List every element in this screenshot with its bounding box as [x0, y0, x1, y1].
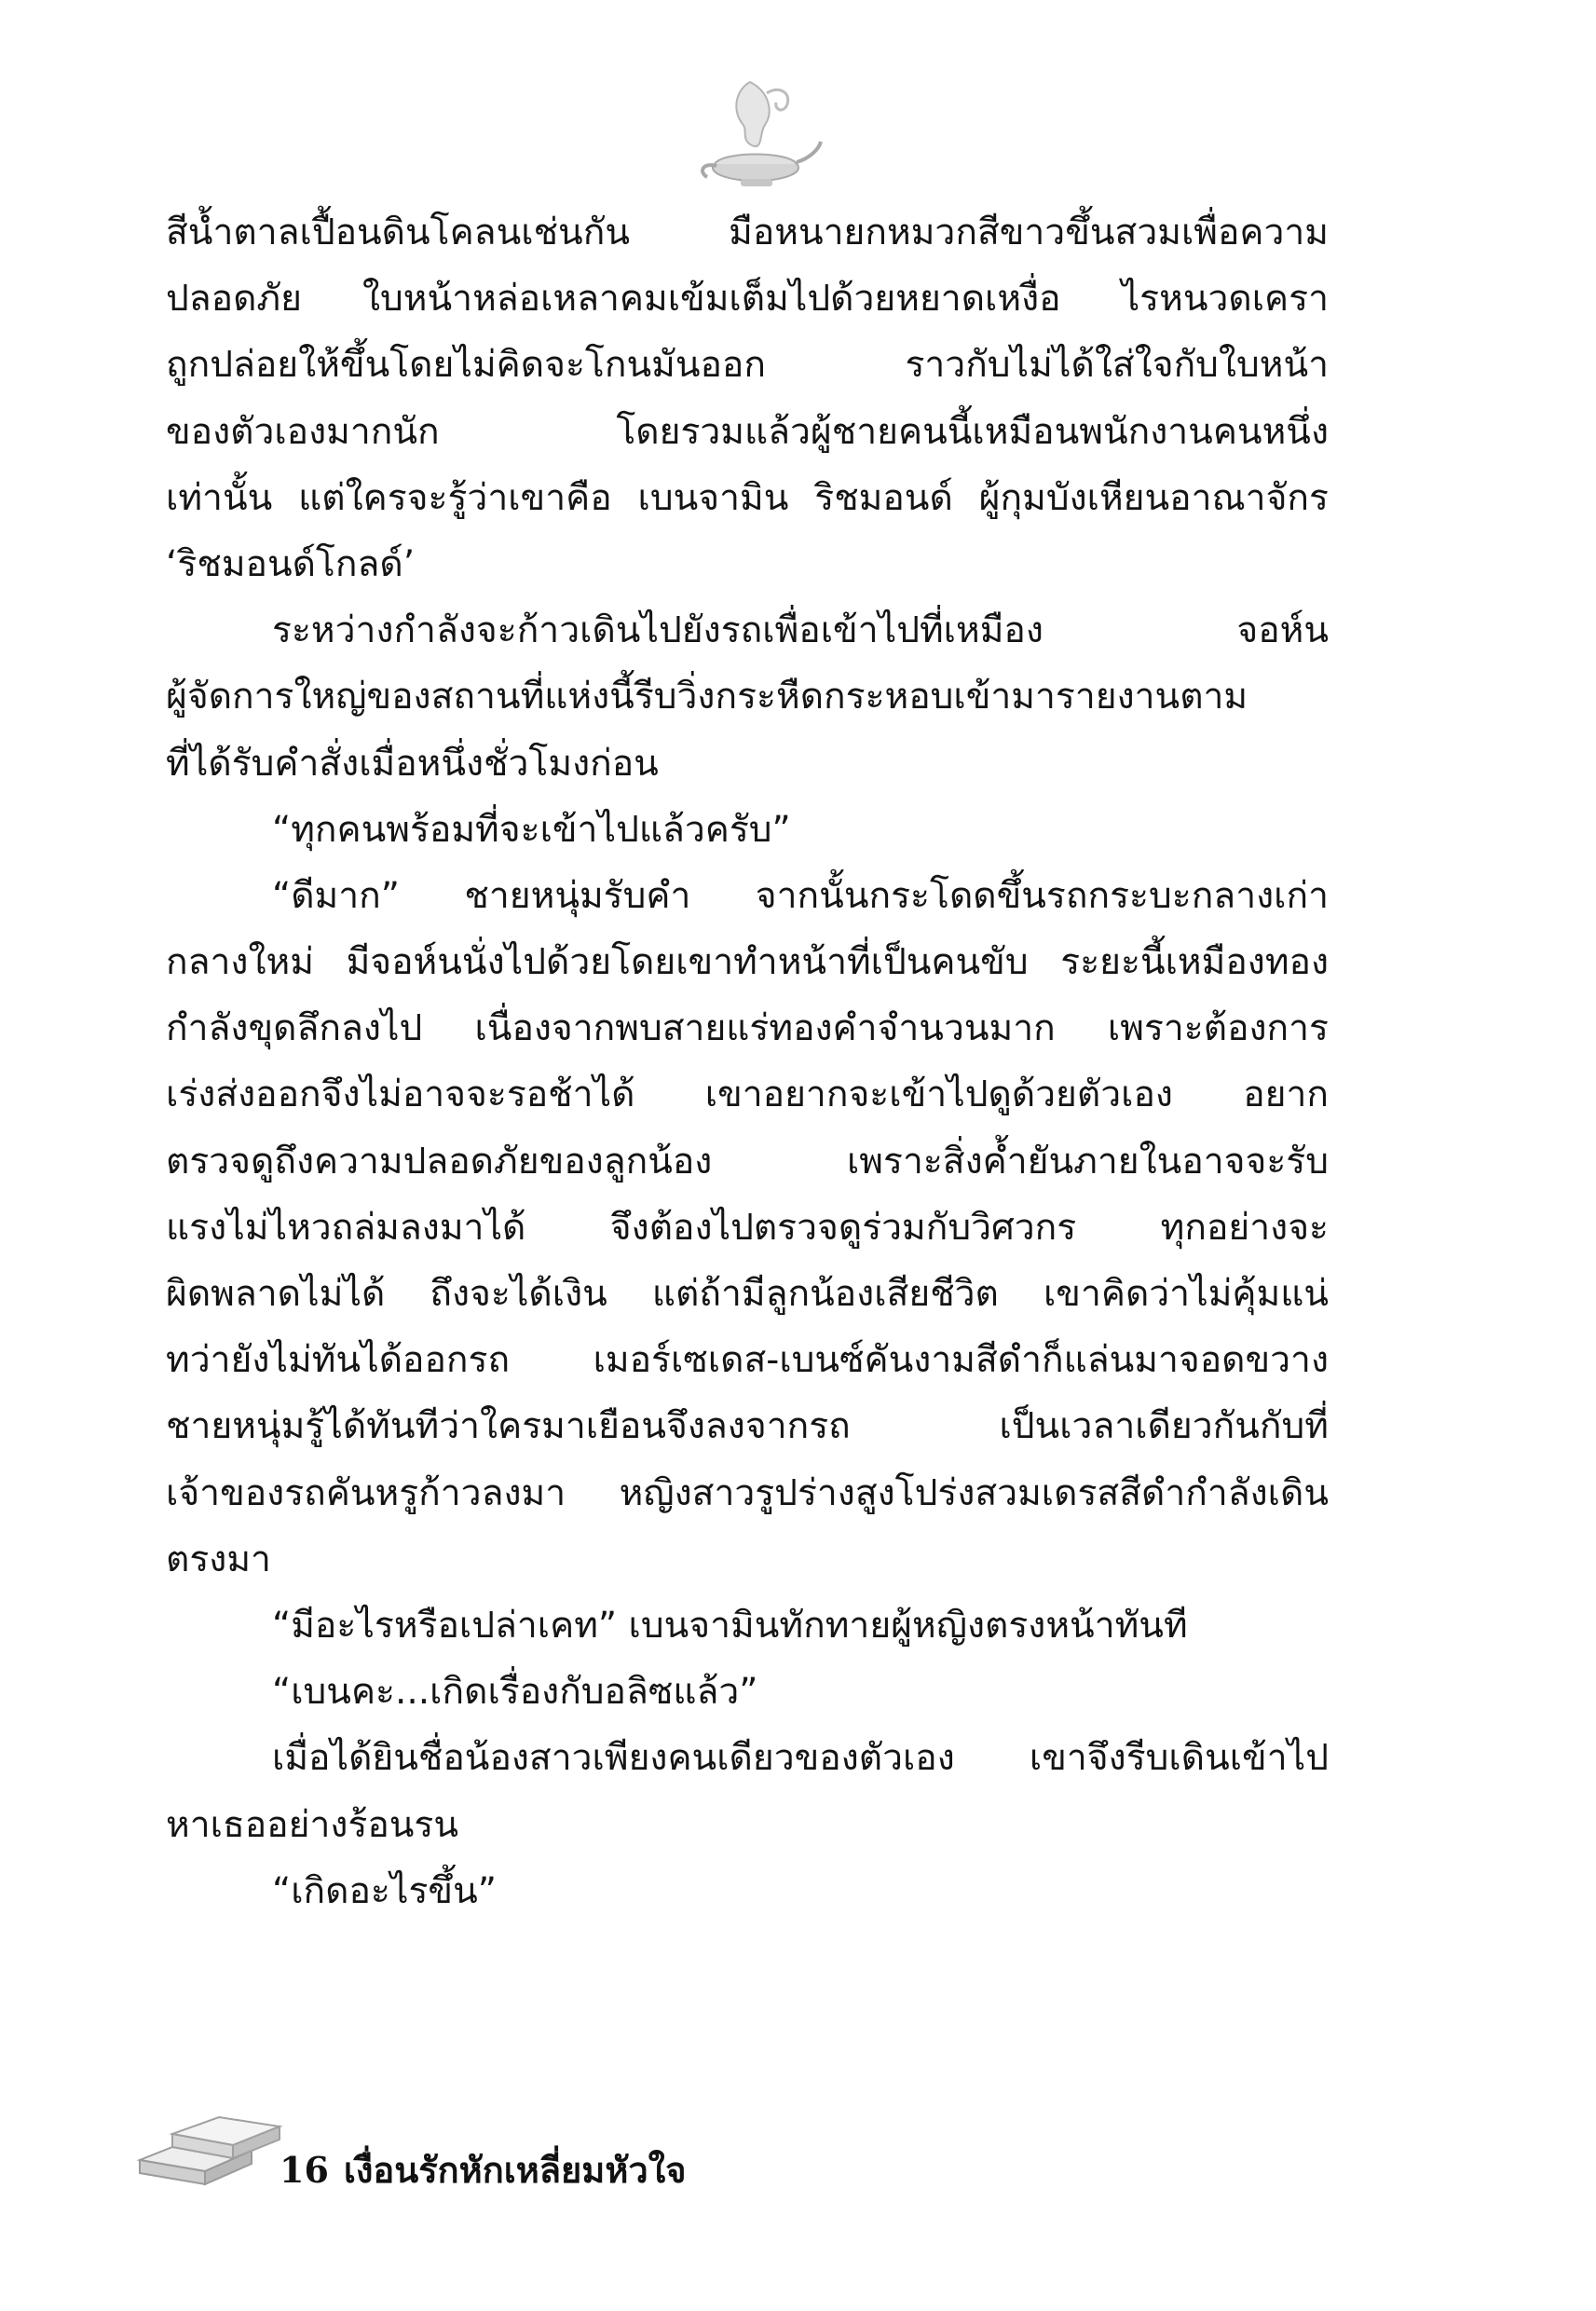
dialogue-line: “ทุกคนพร้อมที่จะเข้าไปแล้วครับ”: [272, 808, 791, 851]
text-line: ที่ได้รับคำสั่งเมื่อหนึ่งชั่วโมงก่อน: [166, 742, 659, 785]
page-footer: [130, 2085, 876, 2216]
text-line: ตรวจดูถึงความปลอดภัยของลูกน้อง เพราะสิ่งค้ำยันภายในอาจจะรับ: [166, 1140, 1329, 1183]
dialogue-line: “เกิดอะไรขึ้น”: [272, 1869, 497, 1912]
text-line: หาเธออย่างร้อนรน: [166, 1803, 459, 1846]
text-line: ‘ริชมอนด์โกลด์’: [166, 542, 416, 585]
text-line: เท่านั้น แต่ใครจะรู้ว่าเขาคือ เบนจามิน ริชมอนด์ ผู้กุมบังเหียนอาณาจักร: [166, 476, 1329, 519]
text-line: กลางใหม่ มีจอห์นนั่งไปด้วยโดยเขาทำหน้าที่เป็นคนขับ ระยะนี้เหมืองทอง: [166, 941, 1329, 984]
text-line: ของตัวเองมากนัก โดยรวมแล้วผู้ชายคนนี้เหมือนพนักงานคนหนึ่ง: [166, 410, 1329, 453]
page-number: 16: [280, 2149, 329, 2191]
footer-text: [280, 2141, 702, 2198]
text-line: ตรงมา: [166, 1538, 271, 1580]
text-line: แรงไม่ไหวถล่มลงมาได้ จึงต้องไปตรวจดูร่วมกับวิศวกร ทุกอย่างจะ: [166, 1206, 1329, 1249]
genie-lamp-icon: [685, 73, 825, 194]
text-line: เจ้าของรถคันหรูก้าวลงมา หญิงสาวรูปร่างสูงโปร่งสวมเดรสสีดำกำลังเดิน: [166, 1471, 1329, 1514]
text-line: เร่งส่งออกจึงไม่อาจจะรอช้าได้ เขาอยากจะเข้าไปดูด้วยตัวเอง อยาก: [166, 1073, 1329, 1116]
gold-bars-icon: [130, 2085, 293, 2197]
text-line: ผู้จัดการใหญ่ของสถานที่แห่งนี้รีบวิ่งกระหืดกระหอบเข้ามารายงานตาม: [166, 676, 1248, 718]
dialogue-line: “มีอะไรหรือเปล่าเคท” เบนจามินทักทายผู้หญิงตรงหน้าทันที: [272, 1604, 1188, 1647]
text-line: สีน้ำตาลเปื้อนดินโคลนเช่นกัน มือหนายกหมวกสีขาวขึ้นสวมเพื่อความ: [166, 212, 1329, 253]
text-line: ทว่ายังไม่ทันได้ออกรถ เมอร์เซเดส-เบนซ์คันงามสีดำก็แล่นมาจอดขวาง: [166, 1339, 1329, 1382]
text-line: ปลอดภัย ใบหน้าหล่อเหลาคมเข้มเต็มไปด้วยหยาดเหงื่อ ไรหนวดเครา: [166, 278, 1329, 321]
text-line: ผิดพลาดไม่ได้ ถึงจะได้เงิน แต่ถ้ามีลูกน้องเสียชีวิต เขาคิดว่าไม่คุ้มแน่: [166, 1273, 1329, 1315]
body-text: [166, 199, 1329, 1924]
text-line: กำลังขุดลึกลงไป เนื่องจากพบสายแร่ทองคำจำนวนมาก เพราะต้องการ: [166, 1007, 1329, 1050]
text-line: ถูกปล่อยให้ขึ้นโดยไม่คิดจะโกนมันออก ราวกับไม่ได้ใส่ใจกับใบหน้า: [166, 344, 1329, 387]
text-line: เมื่อได้ยินชื่อน้องสาวเพียงคนเดียวของตัวเอง เขาจึงรีบเดินเข้าไป: [272, 1737, 1329, 1780]
dialogue-line: “เบนคะ...เกิดเรื่องกับอลิซแล้ว”: [272, 1671, 758, 1714]
book-title: เงื่อนรักหักเหลี่ยมหัวใจ: [343, 2149, 687, 2191]
text-line: ระหว่างกำลังจะก้าวเดินไปยังรถเพื่อเข้าไปที่เหมือง จอห์น: [272, 609, 1329, 652]
text-line: ชายหนุ่มรู้ได้ทันทีว่าใครมาเยือนจึงลงจากรถ เป็นเวลาเดียวกันกับที่: [166, 1405, 1329, 1448]
text-line: “ดีมาก” ชายหนุ่มรับคำ จากนั้นกระโดดขึ้นรถกระบะกลางเก่า: [272, 874, 1329, 917]
